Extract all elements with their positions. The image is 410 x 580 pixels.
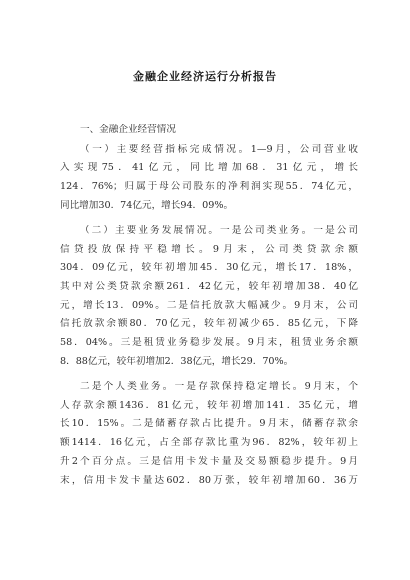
paragraph-line: 124．76%；归属于母公司股东的净利润实现55．74亿元， [60,181,358,192]
document-title: 金融企业经济运行分析报告 [133,70,277,83]
paragraph-line: 304．09亿元，较年初增加45．30亿元，增长17．18%， [60,262,358,273]
paragraph-line: 额1414．16亿元，占全部存款比重为96．82%，较年初上 [60,437,358,448]
paragraph-line: 元，增长13．09%。二是信托放款大幅减少。9月末，公司 [60,300,358,311]
paragraph-line: （一）主要经营指标完成情况。1—9月，公司营业收 [80,144,358,155]
paragraph-line: （二）主要业务发展情况。一是公司类业务。一是公司 [80,225,358,236]
paragraph-line: 信贷投放保持平稳增长。9月末，公司类贷款余额 [60,244,358,255]
paragraph-line: 人存款余额1436．81亿元，较年初增加141．35亿元，增 [60,400,358,411]
paragraph-line: 同比增加30．74亿元，增长94．09%。 [60,200,234,211]
paragraph-line: 其中对公类贷款余额261．42亿元，较年初增加38．40亿 [60,281,358,292]
paragraph-line: 末，信用卡发卡量达602．80万张，较年初增加60．36万 [60,475,358,486]
paragraph-line: 58．04%。三是租赁业务稳步发展。9月末，租赁业务余额 [60,337,358,348]
paragraph-line: 升2个百分点。三是信用卡发卡量及交易额稳步提升。9月 [60,456,358,467]
paragraph-line: 二是个人类业务。一是存款保持稳定增长。9月末，个 [80,381,358,392]
section-heading: 一、金融企业经营情况 [80,124,176,135]
paragraph-line: 8．88亿元，较年初增加2．38亿元，增长29．70%。 [60,356,294,367]
paragraph-line: 信托放款余额80．70亿元，较年初减少65．85亿元，下降 [60,318,358,329]
paragraph-line: 入实现75．41亿元，同比增加68．31亿元，增长 [60,162,358,173]
paragraph-line: 长10．15%。二是储蓄存款占比提升。9月末，储蓄存款余 [60,418,358,429]
